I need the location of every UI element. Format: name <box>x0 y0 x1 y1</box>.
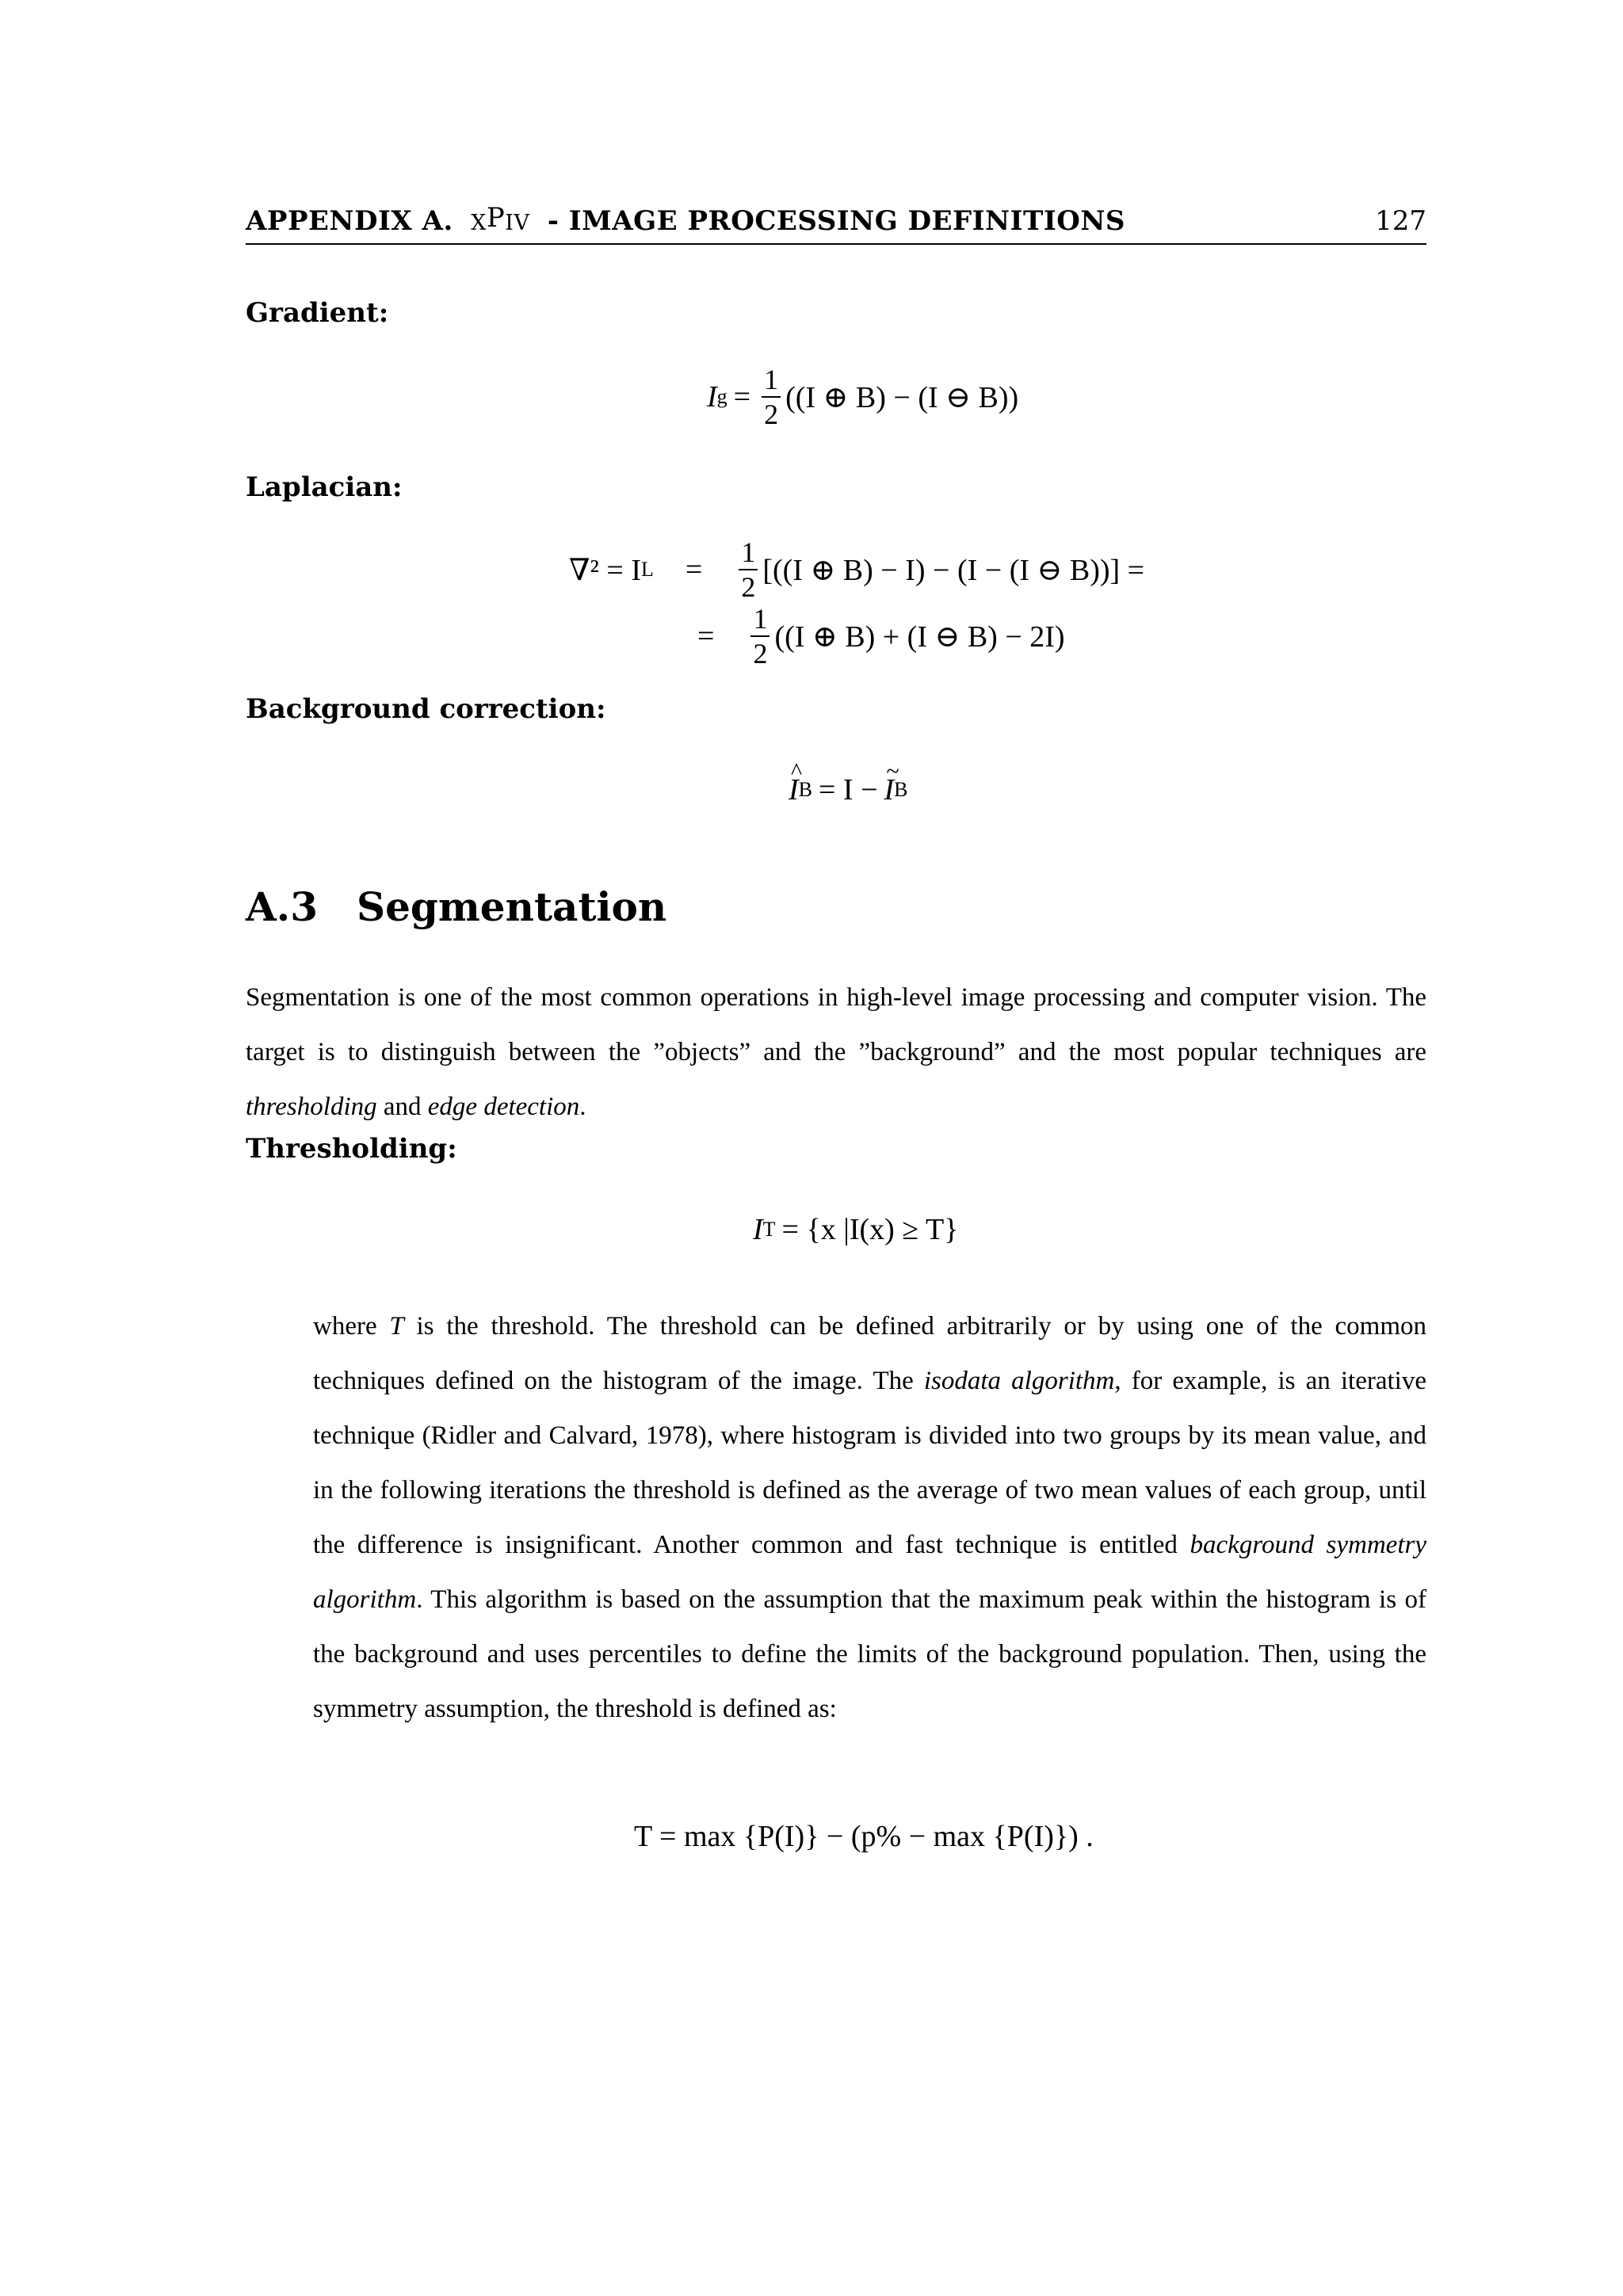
laplacian-label: Laplacian: <box>246 471 403 503</box>
header-xpiv: XPIV <box>471 202 530 235</box>
laplacian-equation-line1: ∇² = I L = $\frac{1}{2}$ [((I ⊕ B) − I) − (I − (I ⊖ B))] = <box>569 536 1145 603</box>
gradient-equation: I g = $\frac{1}{2}$ ((I ⊕ B) − (I ⊖ B)) <box>707 364 1019 430</box>
gradient-fraction: $\frac{1}{2}$ <box>762 363 781 431</box>
header-title-rest: - IMAGE PROCESSING DEFINITIONS <box>547 205 1125 237</box>
laplacian-fraction-2: $\frac{1}{2}$ <box>750 602 769 670</box>
section-heading <box>246 883 666 930</box>
laplacian-equation-line2: = $\frac{1}{2}$ ((I ⊕ B) + (I ⊖ B) − 2I) <box>697 603 1065 669</box>
background-correction-equation: ^ I B = I − ~ I B <box>789 758 908 807</box>
section-number: A.3 <box>246 883 318 930</box>
thresholding-label: Thresholding: <box>246 1133 457 1165</box>
header-title <box>246 202 1125 237</box>
segmentation-intro-paragraph: Segmentation is one of the most common operations in high-level image processing and computer vision. The target is to distinguish between the ”objects” and the ”background” and the most popular techniques are thresholding and edge detection. <box>246 983 1426 1121</box>
section-title: Segmentation <box>357 883 667 930</box>
running-header <box>246 202 1426 245</box>
background-correction-label: Background correction: <box>246 693 606 725</box>
threshold-paragraph: where T is the threshold. The threshold can be defined arbitrarily or by using one of the common techniques defined on the histogram of the image. The isodata algorithm, for example, is an iterative technique (Ridler and Calvard, 1978), where histogram is divided into two groups by its mean value, and in the following iterations the threshold is defined as the average of two mean values of each group, until the difference is insignificant. Another common and fast technique is entitled background symmetry algorithm. This algorithm is based on the assumption that the maximum peak within the histogram is of the background and uses percentiles to define the limits of the background population. Then, using the symmetry assumption, the threshold is defined as: <box>313 1312 1426 1723</box>
laplacian-fraction-1: $\frac{1}{2}$ <box>739 536 758 604</box>
header-appendix: APPENDIX A. <box>246 205 453 237</box>
gradient-label: Gradient: <box>246 297 389 329</box>
page-number: 127 <box>1375 205 1426 237</box>
background-symmetry-equation: T = max {P(I)} − (p% − max {P(I)}) . <box>634 1820 1094 1853</box>
thresholding-equation: I T = {x |I(x) ≥ T} <box>753 1213 959 1246</box>
